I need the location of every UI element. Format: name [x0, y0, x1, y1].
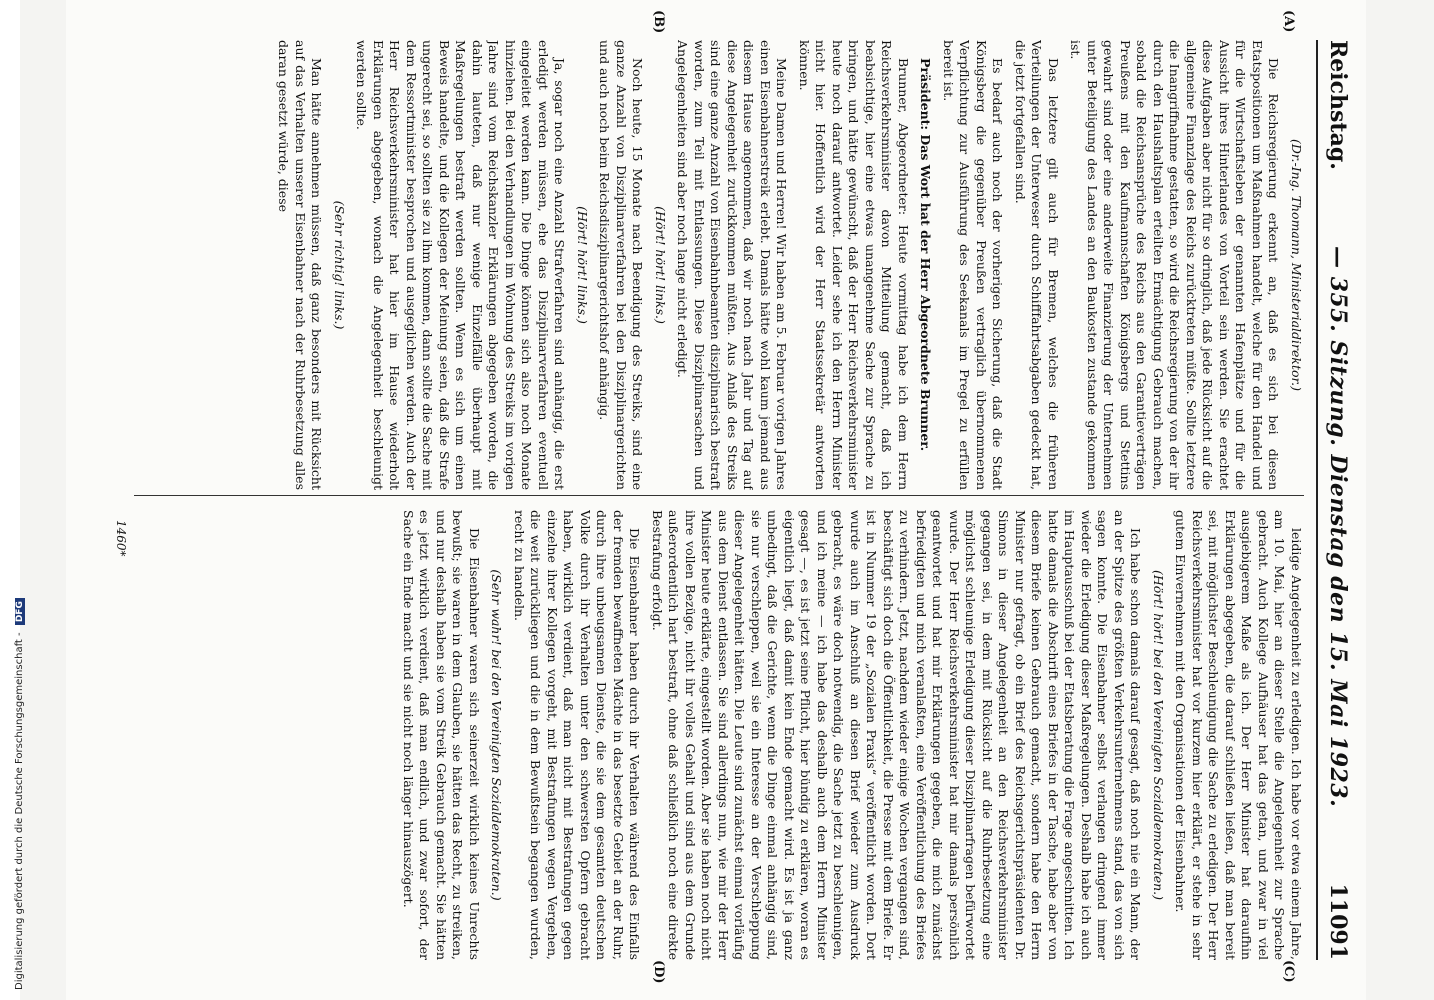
- interjection: (Sehr richtig! links.): [332, 200, 347, 330]
- paragraph: Man hätte annehmen müssen, daß ganz besonders mit Rücksicht auf das Verhalten unserer Eisenbahner nach der Ruhrbesetzung alles daran gesetzt würde, diese: [276, 40, 325, 490]
- page-header: [1316, 40, 1358, 960]
- speaker-line: (Dr.-Ing. Thomann, Ministerialdirektor.): [1289, 139, 1304, 391]
- rotated-newspaper-page: [66, 0, 1366, 1000]
- footer-code: 1460*: [114, 520, 128, 557]
- digitization-sidebar: [0, 0, 25, 1000]
- dfg-logo: DFG: [15, 598, 25, 625]
- paragraph: Die Eisenbahner waren sich seinerzeit wirklich keines Unrechts bewußt; sie waren in dem Glauben, sie hätten das Recht, zu streiken, und nur deshalb haben sie vom Streik Gebrauch gemacht. Sie hätten es jetzt wirklich verdient, daß man endlich, und zwar sofort, der Sache ein Ende macht und sie nicht noch länger hinauszögert.: [401, 510, 482, 960]
- paragraph: Die Reichsregierung erkennt an, daß es sich bei diesen Etatspositionen um Maßnahmen handelt, welche für den Handel und für die Wirtschaftsleben der genannten Hafenplätze und für die Aussicht ihres Hinterlandes von Vorteil sein werden. Sie erachtet diese Aufgaben aber nicht für so dringlich, daß jede Rücksicht auf die allgemeine Finanzlage des Reichs zurücktreten müßte. Sollte letztere die Inangriffnahme gestatten, so wird die Reichsregierung von der ihr durch den Haushaltsplan erteilten Ermächtigung Gebrauch machen, sobald die Reichsansprüche des Reichs aus den Garantieverträgen Preußens mit den Kaufmannschaften Königsbergs und Stettins gewahrt sind oder eine anderweite Finanzierung der Unternehmen unter Beteiligung des Landes an den Baukosten zustande gekommen ist.: [1068, 40, 1282, 490]
- paragraph: Das letztere gilt auch für Bremen, welches die früheren Verteilungen der Unterweser durch Schifffahrtsabgaben gedeckt hat, die jetzt fortgefallen sind.: [1013, 40, 1061, 490]
- margin-marker-b: (B): [651, 10, 666, 34]
- paragraph: Noch heute, 15 Monate nach Beendigung des Streiks, sind eine ganze Anzahl von Disziplinarverfahren bei den Disziplinargerichten und auch noch beim Reichsdisziplinargerichtshof anhängig.: [597, 40, 646, 490]
- page-number: 11091: [1325, 883, 1351, 960]
- paragraph: leidige Angelegenheit zu erledigen. Ich habe vor etwa einem Jahre, am 10. Mai, hier an dieser Stelle die Angelegenheit zur Sprache gebracht. Auch Kollege Aufhäuser hat das getan, und zwar in viel ausgiebigerem Maße als ich. Der Herr Minister hat daraufhin Erklärungen abgegeben, die darauf schließen ließen, daß man bereit sei, mit möglichster Beschleunigung die Sache zu erledigen. Der Herr Reichsverkehrsminister hat vor kurzem hier erklärt, er stehe in sehr gutem Einvernehmen mit den Organisationen der Eisenbahner.: [1173, 510, 1304, 960]
- paragraph: Brunner, Abgeordneter: Heute vormittag habe ich dem Herrn Reichsverkehrsminister davon Mitteilung gemacht, daß ich beabsichtige, hier eine etwas unangenehme Sache zur Sprache zu bringen, und hätte gewünscht, daß der Herr Reichsverkehrsminister heute noch darauf antwortet. Leider sehe ich den Herrn Minister nicht hier. Hoffentlich wird der Herr Staatssekretär antworten können.: [797, 40, 911, 490]
- header-label: Reichstag.: [1325, 40, 1351, 170]
- margin-marker-d: (D): [651, 960, 666, 984]
- paragraph: Die Eisenbahner haben durch ihr Verhalten während des Einfalls der fremden bewaffneten Mächte in das besetzte Gebiet an der Ruhr, durch ihre unbeugsamen Dienste, die sie dem gesamten deutschen Volke durch ihr Verhalten unter den schwersten Opfern gebracht haben, wirklich verdient, daß man nicht mit Bestrafungen gegen einzelne ihrer Kollegen vorgeht, mit Bestrafungen wegen Vergehen, die weit zurückliegen und die in dem Bewußtsein begangen wurden, recht zu handeln.: [512, 510, 643, 960]
- margin-marker-c: (C): [1281, 960, 1296, 983]
- right-column: [134, 510, 1304, 960]
- paragraph: Ich habe schon damals darauf gesagt, daß noch nie ein Mann, der an der Spitze des größten Verkehrsunternehmens stand, das von sich sagen konnte. Die Eisenbahner selbst verlangen dringend immer wieder die Erledigung dieser Maßregelungen. Deshalb habe ich auch im Hauptausschuß bei der Etatsberatung die Frage angeschnitten. Ich hatte damals die Abschrift eines Briefes in der Tasche, habe aber von diesem Briefe keinen Gebrauch gemacht, sondern habe den Herrn Minister nur gefragt, ob ein Brief des Reichsgerichtspräsidenten Dr. Simons in dieser Angelegenheit an den Reichsverkehrsminister gegangen sei, in dem mit Rücksicht auf die Ruhrbesetzung eine möglichst schleunige Erledigung dieser Disziplinarfragen befürwortet wurde. Der Herr Reichsverkehrsminister hat mir damals persönlich geantwortet und hat mir Erklärungen gegeben, die mich zunächst befriedigten und mich veranlaßten, eine Veröffentlichung des Briefes zu verhindern. Jetzt, nachdem wieder einige Wochen vergangen sind, beschäftigt sich doch die Öffentlichkeit, die Presse mit dem Briefe. Er ist in Nummer 19 der „Sozialen Praxis“ veröffentlicht worden. Dort wurde auch im Anschluß an diesen Brief wieder zum Ausdruck gebracht, es wäre doch notwendig, die Sache jetzt zu beschleunigen, und ich meine — ich habe das deshalb auch dem Herrn Minister gesagt —, es ist jetzt seine Pflicht, hier bündig zu erklären, woran es eigentlich liegt, daß damit kein Ende gemacht wird. Es ist ja ganz unbedingt, daß die Gerichte, wenn die Dinge einmal anhängig sind, sie nur verschleppen, weil sie ein Interesse an der Verschleppung dieser Angelegenheit hätten. Die Leute sind zunächst einmal vorläufig aus dem Dienst entlassen. Sie sind allerdings nun, wie mir der Herr Minister heute erklärte, eingestellt worden. Aber sie haben noch nicht ihre vollen Bezüge, nicht ihr volles Gehalt und sind aus dem Grunde außerordentlich hart bestraft, ohne daß schließlich noch eine direkte Bestrafung erfolgt.: [650, 510, 1144, 960]
- paragraph: Es bedarf auch noch der vorherigen Sicherung, daß die Stadt Königsberg die gegenüber Preußen vertraglich übernommenen Verpflichtung zur Ausführung des Seekanals im Pregel zu erfüllen bereit ist.: [941, 40, 1006, 490]
- paragraph: Ja, sogar noch eine Anzahl Strafverfahren sind anhängig, die erst erledigt werden müssen, ehe das Disziplinarverfahren eventuell eingeleitet werden kann. Die Dinge können sich also noch Monate hinziehen. Bei den Verhandlungen im Wohnung des Streiks im vorigen Jahre sind vom Reichskanzler Erklärungen abgegeben worden, die dahin lauteten, daß nur wenige Einzelfälle überhaupt mit Maßregelungen bestraft werden sollten. Wenn es sich um einen Beweis handelte, und die Kollegen der Meinung seien, daß die Strafe ungerecht sei, so sollten sie zu ihm kommen, dann sollte die Sache mit dem Ressortminister besprochen und ausgeglichen werden. Auch der Herr Reichsverkehrsminister hat hier im Hause wiederholt Erklärungen abgegeben, wonach die Angelegenheit beschleunigt werden sollte.: [354, 40, 568, 490]
- president-line: Präsident: Das Wort hat der Herr Abgeordnete Brunner.: [918, 58, 934, 452]
- column-divider: [134, 495, 1304, 496]
- header-title: — 355. Sitzung. Dienstag den 15. Mai 1923.: [1325, 246, 1351, 808]
- interjection: (Hört! hört! bei den Vereinigten Sozialdemokraten.): [1151, 569, 1166, 901]
- credit-text: Digitalisierung gefördert durch die Deutsche Forschungsgemeinschaft -: [14, 632, 25, 990]
- interjection: (Sehr wahr! bei den Vereinigten Sozialdemokraten.): [489, 569, 505, 901]
- sidebar-credit: [14, 598, 25, 990]
- interjection: (Hört! hört! links.): [653, 206, 668, 324]
- interjection: (Hört! hört! links.): [575, 206, 590, 324]
- left-column: [134, 40, 1304, 490]
- margin-marker-a: (A): [1281, 10, 1296, 33]
- paragraph: Meine Damen und Herren! Wir haben am 5. Februar vorigen Jahres einen Eisenbahnerstreik erlebt. Damals hätte wohl kaum jemand aus diesem Hause angenommen, daß wir noch nach Jahr und Tag auf diese Angelegenheit zurückkommen müßten. Aus Anlaß des Streiks sind eine ganze Anzahl von Eisenbahnbeamten disziplinarisch bestraft worden, zum Teil mit Entlassungen. Diese Disziplinarsachen und Angelegenheiten sind aber noch lange nicht erledigt.: [675, 40, 790, 490]
